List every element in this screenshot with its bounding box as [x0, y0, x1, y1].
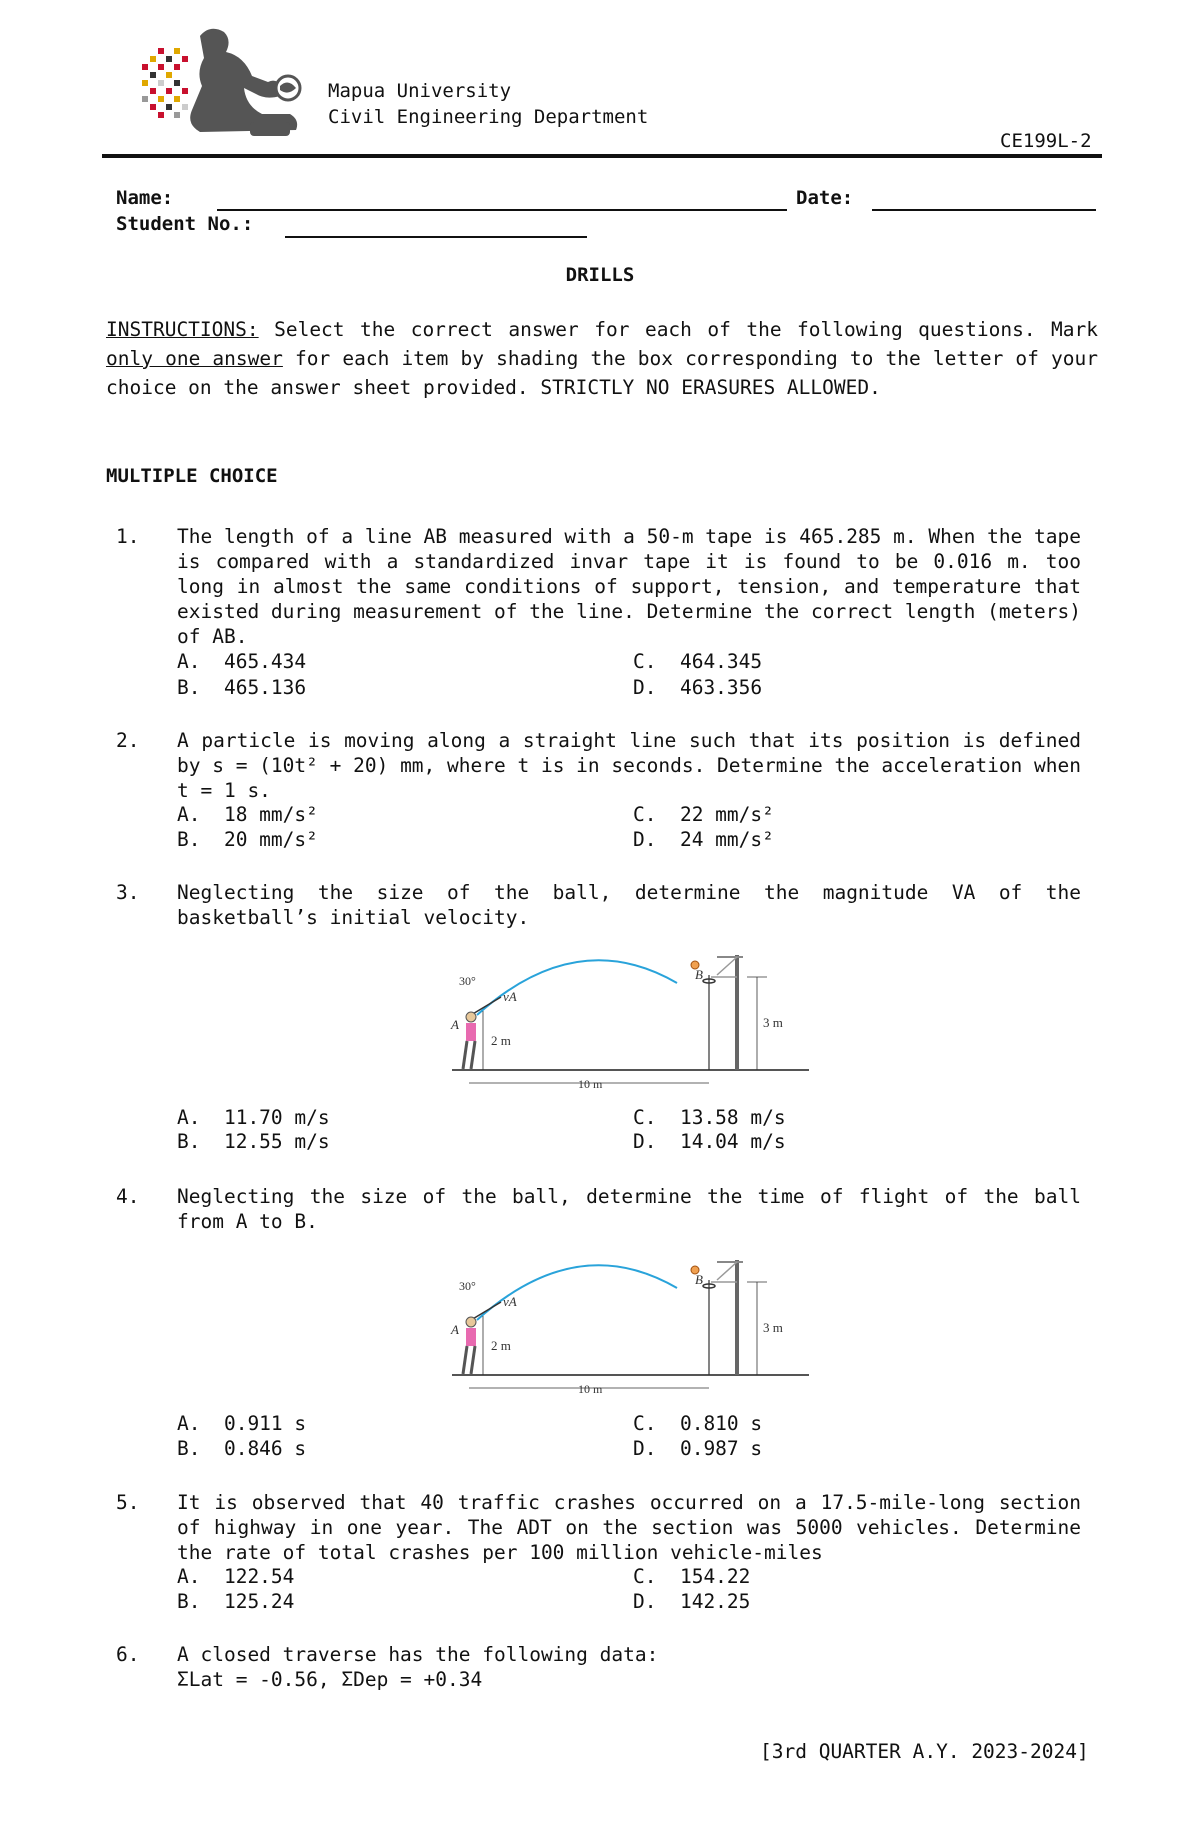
question-2-option-c: C. 22 mm/s²	[633, 803, 774, 826]
instructions-part2: for each item by shading the box corresponding to the letter of your choice on the answer sheet provided. STRICTLY NO ERASURES ALLOWED.	[106, 347, 1099, 399]
student-no-label: Student No.:	[116, 213, 254, 235]
question-6-number: 6.	[116, 1643, 140, 1666]
instructions-label: INSTRUCTIONS:	[106, 318, 259, 341]
question-4-option-a: A. 0.911 s	[177, 1412, 307, 1435]
question-6-line2: ΣLat = -0.56, ΣDep = +0.34	[177, 1668, 483, 1691]
figure-1-angle: 30°	[459, 974, 476, 988]
question-1-option-b: B. 465.136	[177, 676, 307, 699]
question-3-option-d: D. 14.04 m/s	[633, 1130, 786, 1153]
basketball-figure-2	[447, 1250, 813, 1410]
question-3-option-a: A. 11.70 m/s	[177, 1106, 330, 1129]
question-2-number: 2.	[116, 729, 140, 752]
figure-2-point-b: B	[695, 1272, 703, 1287]
figure-1-distance: 10 m	[578, 1077, 603, 1091]
date-field[interactable]	[872, 209, 1096, 211]
question-5-option-a: A. 122.54	[177, 1565, 295, 1588]
instructions	[106, 315, 1098, 402]
university-logo	[140, 26, 315, 146]
date-label: Date:	[796, 187, 854, 209]
page-footer: [3rd QUARTER A.Y. 2023-2024]	[760, 1740, 1089, 1763]
instructions-emphasis: only one answer	[106, 347, 283, 370]
name-field[interactable]	[217, 209, 787, 211]
question-5-option-c: C. 154.22	[633, 1565, 751, 1588]
figure-2-height-a: 2 m	[491, 1338, 511, 1353]
question-3-option-c: C. 13.58 m/s	[633, 1106, 786, 1129]
figure-1-point-b: B	[695, 967, 703, 982]
question-1-number: 1.	[116, 525, 140, 548]
question-5-number: 5.	[116, 1491, 140, 1514]
question-4-number: 4.	[116, 1185, 140, 1208]
instructions-part1: Select the correct answer for each of the following questions. Mark	[258, 318, 1098, 341]
page-title: DRILLS	[565, 264, 635, 286]
name-label: Name:	[116, 187, 174, 209]
figure-1-point-a: A	[451, 1017, 459, 1032]
header-rule	[102, 154, 1102, 158]
question-2-option-b: B. 20 mm/s²	[177, 828, 318, 851]
question-1-text: The length of a line AB measured with a 50-m tape is 465.285 m. When the tape is compared with a standardized invar tape it is found to be 0.016 m. too long in almost the same conditions of support, tension, and temperature that existed during measurement of the line. Determine the correct length (meters) of AB.	[177, 525, 1081, 648]
figure-2-point-a: A	[451, 1322, 459, 1337]
figure-1-velocity: vA	[503, 989, 517, 1004]
question-1-option-d: D. 463.356	[633, 676, 763, 699]
basketball-figure-1	[447, 945, 813, 1105]
question-3-option-b: B. 12.55 m/s	[177, 1130, 330, 1153]
question-3-number: 3.	[116, 881, 140, 904]
question-2-option-a: A. 18 mm/s²	[177, 803, 318, 826]
question-4-option-b: B. 0.846 s	[177, 1437, 307, 1460]
question-4-option-c: C. 0.810 s	[633, 1412, 763, 1435]
question-4-text: Neglecting the size of the ball, determine the time of flight of the ball from A to B.	[177, 1185, 1081, 1233]
question-5-option-d: D. 142.25	[633, 1590, 751, 1613]
figure-2-angle: 30°	[459, 1279, 476, 1293]
department-name: Civil Engineering Department	[328, 106, 649, 128]
question-5-option-b: B. 125.24	[177, 1590, 295, 1613]
figure-2-height-b: 3 m	[763, 1320, 783, 1335]
course-code: CE199L-2	[1000, 130, 1092, 152]
student-no-field[interactable]	[285, 236, 587, 238]
question-5-text: It is observed that 40 traffic crashes occurred on a 17.5-mile-long section of highway in one year. The ADT on the section was 5000 vehicles. Determine the rate of total crashes per 100 million vehicle-miles	[177, 1491, 1081, 1564]
figure-2-distance: 10 m	[578, 1382, 603, 1396]
figure-1-height-a: 2 m	[491, 1033, 511, 1048]
question-6-text: A closed traverse has the following data:	[177, 1643, 659, 1666]
question-1-option-a: A. 465.434	[177, 650, 307, 673]
question-2-text: A particle is moving along a straight line such that its position is defined by s = (10t² + 20) mm, where t is in seconds. Determine the acceleration when t = 1 s.	[177, 729, 1081, 802]
figure-2-velocity: vA	[503, 1294, 517, 1309]
university-name: Mapua University	[328, 80, 512, 102]
section-title: MULTIPLE CHOICE	[106, 465, 278, 487]
question-2-option-d: D. 24 mm/s²	[633, 828, 774, 851]
question-3-text: Neglecting the size of the ball, determine the magnitude VA of the basketball’s initial velocity.	[177, 881, 1081, 929]
question-4-option-d: D. 0.987 s	[633, 1437, 763, 1460]
figure-1-height-b: 3 m	[763, 1015, 783, 1030]
question-1-option-c: C. 464.345	[633, 650, 763, 673]
